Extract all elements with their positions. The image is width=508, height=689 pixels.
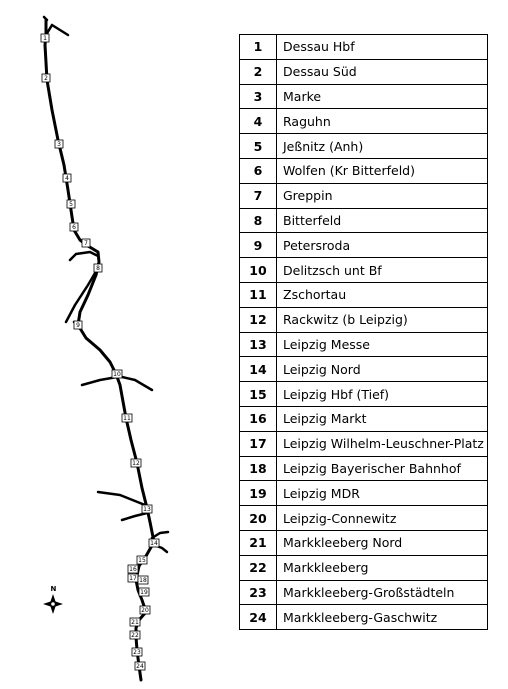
legend-station-number: 13: [240, 332, 277, 357]
compass-north-label: N: [50, 585, 57, 593]
legend-row: [240, 332, 488, 357]
legend-row: [240, 506, 488, 531]
legend-row: [240, 307, 488, 332]
legend-station-number: 5: [240, 134, 277, 159]
station-marker-number: 24: [136, 663, 144, 671]
legend-station-number: 23: [240, 580, 277, 605]
legend-station-number: 18: [240, 456, 277, 481]
branch-delitzsch-east: [118, 376, 152, 390]
legend-station-number: 6: [240, 158, 277, 183]
station-marker-number: 11: [123, 415, 131, 423]
station-marker-number: 7: [84, 240, 88, 248]
legend-row: [240, 183, 488, 208]
station-marker: [70, 223, 78, 231]
route-map: [0, 0, 230, 689]
station-marker: [131, 459, 141, 467]
station-marker-number: 23: [133, 649, 141, 657]
legend-station-name: Raguhn: [277, 109, 488, 134]
legend-row: [240, 208, 488, 233]
branch-dessau: [46, 25, 68, 35]
station-marker-number: 21: [131, 619, 139, 627]
legend-station-name: Markkleeberg-Großstädteln: [277, 580, 488, 605]
compass-rose: [43, 585, 63, 614]
branch-messe-southwest: [122, 513, 147, 520]
station-marker-number: 18: [139, 577, 147, 585]
legend-station-number: 12: [240, 307, 277, 332]
legend-row: [240, 357, 488, 382]
station-marker-number: 16: [129, 566, 137, 574]
legend-station-name: Markkleeberg-Gaschwitz: [277, 605, 488, 630]
legend-station-name: Petersroda: [277, 233, 488, 258]
legend-station-name: Dessau Süd: [277, 59, 488, 84]
legend-station-number: 8: [240, 208, 277, 233]
legend-station-number: 16: [240, 406, 277, 431]
station-marker: [42, 74, 50, 82]
legend-station-number: 4: [240, 109, 277, 134]
station-marker: [139, 588, 149, 596]
station-legend-table: [239, 34, 488, 630]
legend-station-number: 10: [240, 258, 277, 283]
station-marker-number: 4: [65, 175, 69, 183]
station-marker-number: 8: [96, 265, 100, 273]
station-marker-number: 15: [138, 557, 146, 565]
legend-station-number: 21: [240, 530, 277, 555]
legend-station-number: 24: [240, 605, 277, 630]
legend-station-name: Delitzsch unt Bf: [277, 258, 488, 283]
legend-row: [240, 84, 488, 109]
station-marker: [41, 34, 49, 42]
legend-station-number: 19: [240, 481, 277, 506]
station-marker: [135, 662, 145, 670]
station-marker: [128, 574, 138, 582]
legend-station-name: Leipzig Messe: [277, 332, 488, 357]
legend-row: [240, 158, 488, 183]
legend-station-number: 3: [240, 84, 277, 109]
legend-station-name: Greppin: [277, 183, 488, 208]
station-marker: [55, 140, 63, 148]
station-marker-number: 17: [129, 575, 137, 583]
legend-station-number: 1: [240, 35, 277, 60]
legend-station-name: Leipzig-Connewitz: [277, 506, 488, 531]
legend-station-name: Leipzig Wilhelm-Leuschner-Platz: [277, 431, 488, 456]
station-marker-number: 2: [44, 75, 48, 83]
station-marker-number: 9: [76, 322, 80, 330]
station-marker: [138, 576, 148, 584]
legend-station-name: Zschortau: [277, 282, 488, 307]
station-marker: [74, 321, 82, 329]
legend-station-name: Leipzig Bayerischer Bahnhof: [277, 456, 488, 481]
station-marker: [63, 174, 71, 182]
legend-station-name: Wolfen (Kr Bitterfeld): [277, 158, 488, 183]
branch-nord-east: [152, 532, 168, 538]
legend-station-number: 14: [240, 357, 277, 382]
legend-row: [240, 431, 488, 456]
branch-bitterfeld-southwest: [66, 268, 98, 322]
legend-row: [240, 481, 488, 506]
legend-station-name: Leipzig MDR: [277, 481, 488, 506]
legend-station-number: 9: [240, 233, 277, 258]
legend-row: [240, 35, 488, 60]
legend-row: [240, 233, 488, 258]
legend-station-name: Marke: [277, 84, 488, 109]
legend-row: [240, 109, 488, 134]
station-marker-number: 1: [43, 35, 47, 43]
branch-messe-west: [98, 492, 145, 505]
legend-station-name: Bitterfeld: [277, 208, 488, 233]
rail-lines: [44, 17, 168, 680]
legend-row: [240, 258, 488, 283]
station-marker-number: 14: [150, 540, 158, 548]
legend-row: [240, 382, 488, 407]
legend-station-number: 20: [240, 506, 277, 531]
legend-row: [240, 605, 488, 630]
station-marker: [94, 264, 102, 272]
station-marker-number: 20: [141, 607, 149, 615]
station-marker-number: 13: [143, 506, 151, 514]
legend-row: [240, 406, 488, 431]
legend-station-name: Markkleeberg: [277, 555, 488, 580]
legend-station-name: Dessau Hbf: [277, 35, 488, 60]
compass-center: [51, 602, 55, 606]
station-marker-number: 19: [140, 589, 148, 597]
branch-dessau-north: [44, 17, 47, 20]
station-marker: [112, 370, 122, 378]
station-marker-number: 10: [113, 371, 121, 379]
station-marker: [142, 505, 152, 513]
legend-row: [240, 530, 488, 555]
legend-station-name: Jeßnitz (Anh): [277, 134, 488, 159]
legend-station-number: 17: [240, 431, 277, 456]
legend-station-number: 22: [240, 555, 277, 580]
legend-station-name: Leipzig Hbf (Tief): [277, 382, 488, 407]
station-marker: [140, 606, 150, 614]
station-marker: [67, 200, 75, 208]
legend-station-number: 2: [240, 59, 277, 84]
legend-station-number: 15: [240, 382, 277, 407]
legend-row: [240, 282, 488, 307]
station-marker-number: 12: [132, 460, 140, 468]
legend-station-number: 11: [240, 282, 277, 307]
legend-station-name: Rackwitz (b Leipzig): [277, 307, 488, 332]
legend-row: [240, 580, 488, 605]
legend-station-name: Leipzig Markt: [277, 406, 488, 431]
legend-row: [240, 555, 488, 580]
station-marker-number: 22: [131, 632, 139, 640]
legend-station-name: Markkleeberg Nord: [277, 530, 488, 555]
station-marker: [132, 648, 142, 656]
station-marker-number: 6: [72, 224, 76, 232]
branch-bitterfeld-west: [70, 252, 98, 260]
legend-station-number: 7: [240, 183, 277, 208]
station-marker: [130, 631, 140, 639]
station-marker: [122, 414, 132, 422]
station-marker: [149, 539, 159, 547]
legend-station-name: Leipzig Nord: [277, 357, 488, 382]
legend-row: [240, 456, 488, 481]
legend-row: [240, 134, 488, 159]
legend-row: [240, 59, 488, 84]
station-marker: [128, 565, 138, 573]
station-marker-number: 3: [57, 141, 61, 149]
station-marker: [82, 239, 90, 247]
station-marker: [137, 556, 147, 564]
station-marker-number: 5: [69, 201, 73, 209]
station-marker: [130, 618, 140, 626]
